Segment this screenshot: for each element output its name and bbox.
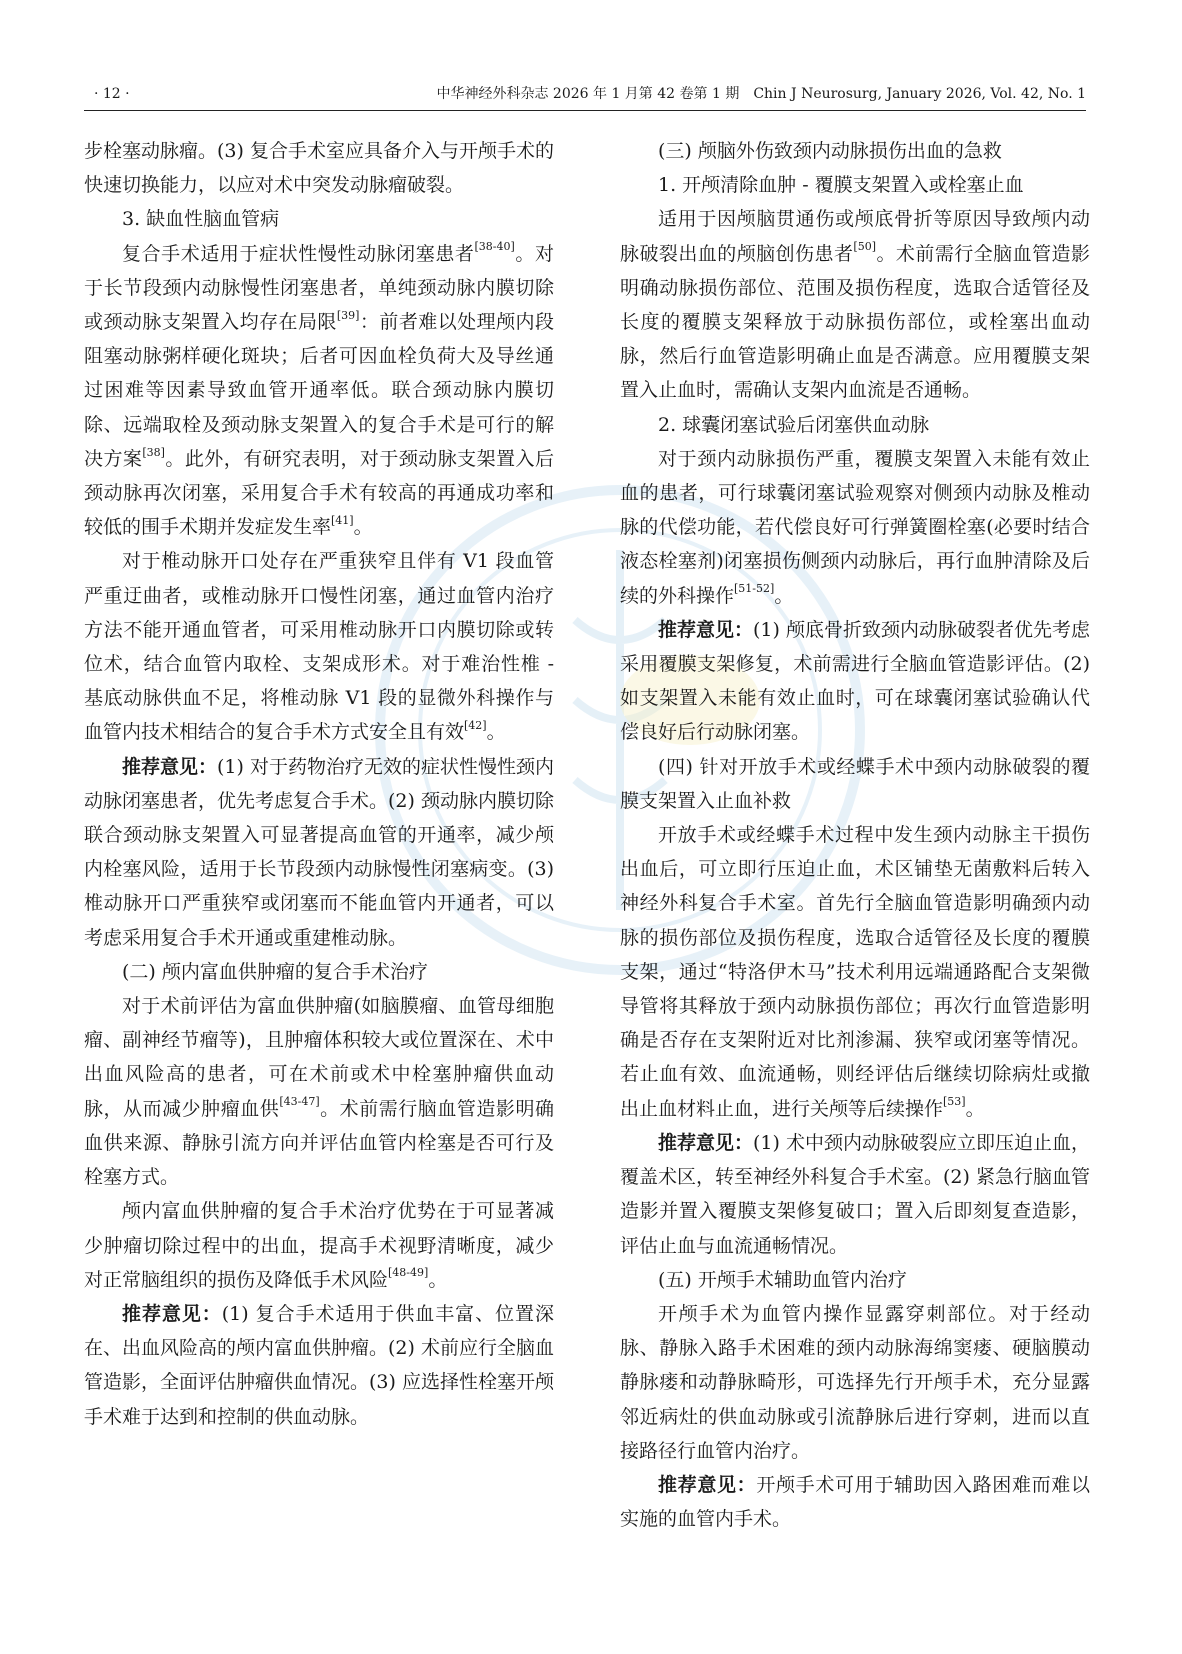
paragraph: [84, 955, 554, 989]
recommendation-label: 推荐意见：: [122, 1302, 222, 1325]
paragraph: [84, 989, 554, 1194]
paragraph: [620, 408, 1090, 442]
paragraph-text: 开颅手术可用于辅助因入路困难而难以实施的血管内手术。: [620, 1473, 1090, 1531]
paragraph-text: 对于椎动脉开口处存在严重狭窄且伴有 V1 段血管严重迂曲者，或椎动脉开口慢性闭塞，通过血管内治疗方法不能开通血管者，可采用椎动脉开口内膜切除或转位术，结合血管内取栓、支架成形术。对于难治性椎 - 基底动脉供血不足，将椎动脉 V1 段的显微外科操作与血管内技术相结合的复合手术方式安全且有效: [84, 550, 554, 744]
paragraph-text: (三) 颅脑外伤致颈内动脉损伤出血的急救: [658, 140, 1002, 162]
page-number: · 12 ·: [94, 86, 130, 102]
recommendation-label: 推荐意见：: [658, 1473, 757, 1496]
paragraph-text: 开颅手术为血管内操作显露穿刺部位。对于经动脉、静脉入路手术困难的颈内动脉海绵窦瘘、硬脑膜动静脉瘘和动静脉畸形，可选择先行开颅手术，充分显露邻近病灶的供血动脉或引流静脉后进行穿刺，进而以直接路径行血管内治疗。: [620, 1302, 1090, 1462]
paragraph: [620, 1468, 1090, 1536]
paragraph-text: 开放手术或经蝶手术过程中发生颈内动脉主干损伤出血后，可立即行压迫止血，术区铺垫无菌敷料后转入神经外科复合手术室。首先行全脑血管造影明确颈内动脉的损伤部位及损伤程度，选取合适管径及长度的覆膜支架，通过“特洛伊木马”技术利用远端通路配合支架微导管将其释放于颈内动脉损伤部位；再次行血管造影明确是否存在支架附近对比剂渗漏、狭窄或闭塞等情况。若止血有效、血流通畅，则经评估后继续切除病灶或撤出止血材料止血，进行关颅等后续操作: [620, 824, 1090, 1120]
recommendation-label: 推荐意见：: [122, 755, 218, 778]
paragraph-text: (二) 颅内富血供肿瘤的复合手术治疗: [122, 960, 428, 983]
paragraph: [84, 750, 554, 955]
citation-ref: [42]: [464, 719, 487, 733]
paragraph-text: 颅内富血供肿瘤的复合手术治疗优势在于可显著减少肿瘤切除过程中的出血，提高手术视野清晰度，减少对正常脑组织的损伤及降低手术风险: [84, 1200, 554, 1291]
paragraph: [84, 1297, 554, 1434]
paragraph-text: 步栓塞动脉瘤。(3) 复合手术室应具备介入与开颅手术的快速切换能力，以应对术中突发动脉瘤破裂。: [84, 140, 554, 197]
paragraph-text: 。术前需行脑血管造影明确血供来源、静脉引流方向并评估血管内栓塞是否可行及栓塞方式。: [84, 1097, 554, 1189]
paragraph-text: 2. 球囊闭塞试验后闭塞供血动脉: [658, 413, 930, 436]
paragraph-text: (五) 开颅手术辅助血管内治疗: [658, 1268, 907, 1291]
citation-ref: [51-52]: [734, 582, 775, 596]
paragraph: [620, 613, 1090, 750]
paragraph-text: 。: [486, 721, 506, 744]
paragraph-text: (1) 颅底骨折致颈内动脉破裂者优先考虑采用覆膜支架修复，术前需进行全脑血管造影评估。(2) 如支架置入未能有效止血时，可在球囊闭塞试验确认代偿良好后行动脉闭塞。: [620, 618, 1090, 744]
citation-ref: [53]: [943, 1095, 966, 1109]
paragraph: [620, 442, 1090, 613]
paragraph: [620, 1297, 1090, 1468]
paragraph: [84, 134, 554, 202]
paragraph-text: 。: [965, 1097, 985, 1120]
paragraph: [620, 202, 1090, 407]
paragraph: [84, 544, 554, 749]
citation-ref: [48-49]: [388, 1266, 429, 1280]
paragraph: [84, 237, 554, 545]
recommendation-label: 推荐意见：: [658, 618, 754, 641]
paragraph: [620, 818, 1090, 1126]
citation-ref: [38-40]: [474, 240, 515, 254]
paragraph-text: 。术前需行全脑血管造影明确动脉损伤部位、范围及损伤程度，选取合适管径及长度的覆膜支架释放于动脉损伤部位，或栓塞出血动脉，然后行血管造影明确止血是否满意。应用覆膜支架置入止血时，需确认支架内血流是否通畅。: [620, 242, 1090, 402]
paragraph-text: 。此外，有研究表明，对于颈动脉支架置入后颈动脉再次闭塞，采用复合手术有较高的再通成功率和较低的围手术期并发症发生率: [84, 447, 554, 539]
citation-ref: [50]: [853, 240, 877, 254]
paragraph-text: 对于术前评估为富血供肿瘤(如脑膜瘤、血管母细胞瘤、副神经节瘤等)，且肿瘤体积较大或位置深在、术中出血风险高的患者，可在术前或术中栓塞肿瘤供血动脉，从而减少肿瘤血供: [84, 995, 554, 1120]
paragraph-text: (四) 针对开放手术或经蝶手术中颈内动脉破裂的覆膜支架置入止血补救: [620, 755, 1090, 812]
right-column: [620, 134, 1090, 1536]
running-header: [84, 80, 1086, 111]
paragraph: [620, 168, 1090, 202]
citation-ref: [43-47]: [279, 1095, 320, 1109]
paragraph-text: 。: [353, 516, 373, 539]
recommendation-label: 推荐意见：: [658, 1131, 754, 1154]
journal-citation: 中华神经外科杂志 2026 年 1 月第 42 卷第 1 期 Chin J Neurosurg, January 2026, Vol. 42, No. 1: [436, 86, 1086, 102]
paragraph-text: 3. 缺血性脑血管病: [122, 208, 280, 231]
paragraph-text: 。: [428, 1268, 448, 1291]
paragraph-text: 对于颈内动脉损伤严重，覆膜支架置入未能有效止血的患者，可行球囊闭塞试验观察对侧颈内动脉及椎动脉的代偿功能，若代偿良好可行弹簧圈栓塞(必要时结合液态栓塞剂)闭塞损伤侧颈内动脉后，再行血肿清除及后续的外科操作: [620, 447, 1090, 607]
paragraph-text: (1) 对于药物治疗无效的症状性慢性颈内动脉闭塞患者，优先考虑复合手术。(2) 颈动脉内膜切除联合颈动脉支架置入可显著提高血管的开通率，减少颅内栓塞风险，适用于长节段颈内动脉慢性闭塞病变。(3) 椎动脉开口严重狭窄或闭塞而不能血管内开通者，可以考虑采用复合手术开通或重建椎动脉。: [84, 755, 554, 949]
paragraph: [620, 1126, 1090, 1263]
citation-ref: [39]: [336, 308, 360, 322]
paragraph: [84, 1194, 554, 1297]
citation-ref: [38]: [142, 445, 165, 459]
paragraph-text: 。: [774, 584, 794, 607]
paragraph: [620, 750, 1090, 818]
paragraph: [620, 134, 1090, 168]
paragraph-text: 1. 开颅清除血肿 - 覆膜支架置入或栓塞止血: [658, 174, 1024, 197]
paragraph: [84, 202, 554, 236]
paragraph-text: (1) 术中颈内动脉破裂应立即压迫止血，覆盖术区，转至神经外科复合手术室。(2) 紧急行脑血管造影并置入覆膜支架修复破口；置入后即刻复查造影，评估止血与血流通畅情况。: [620, 1131, 1090, 1257]
paragraph-text: 适用于因颅脑贯通伤或颅底骨折等原因导致颅内动脉破裂出血的颅脑创伤患者: [620, 208, 1090, 265]
paragraph-text: (1) 复合手术适用于供血丰富、位置深在、出血风险高的颅内富血供肿瘤。(2) 术前应行全脑血管造影，全面评估肿瘤供血情况。(3) 应选择性栓塞开颅手术难于达到和控制的供血动脉。: [84, 1302, 554, 1428]
paragraph-text: 复合手术适用于症状性慢性动脉闭塞患者: [122, 242, 475, 265]
paragraph-text: 。对于长节段颈内动脉慢性闭塞患者，单纯颈动脉内膜切除或颈动脉支架置入均存在局限: [84, 242, 554, 334]
citation-ref: [41]: [331, 513, 354, 527]
paragraph-text: ：前者难以处理颅内段阻塞动脉粥样硬化斑块；后者可因血栓负荷大及导丝通过困难等因素导致血管开通率低。联合颈动脉内膜切除、远端取栓及颈动脉支架置入的复合手术是可行的解决方案: [84, 311, 554, 470]
paragraph: [620, 1263, 1090, 1297]
left-column: [84, 134, 554, 1434]
